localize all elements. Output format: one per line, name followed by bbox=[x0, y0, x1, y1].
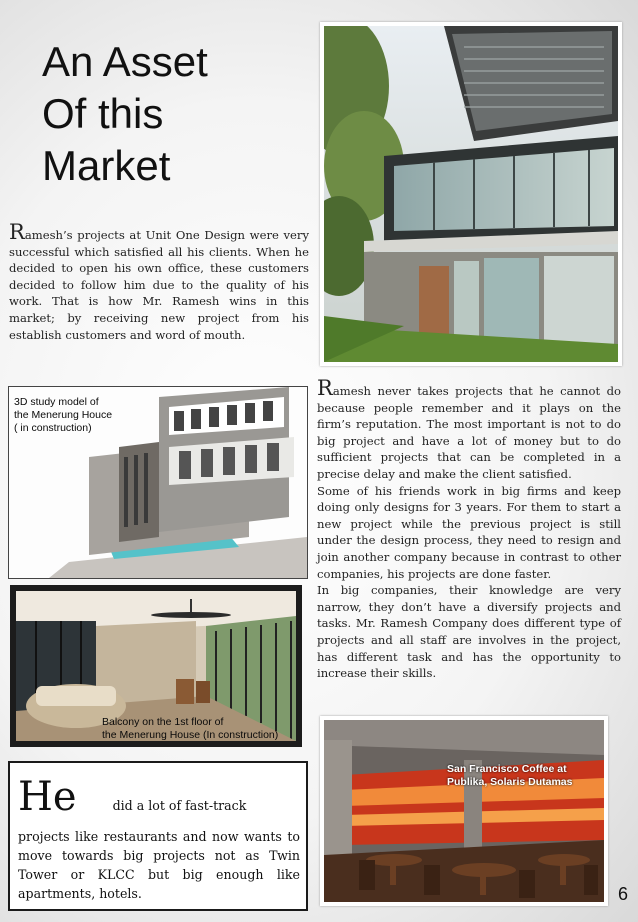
callout-box bbox=[8, 761, 308, 911]
model-caption-line-2: the Menerung Houce bbox=[14, 409, 113, 421]
building-photo-image bbox=[324, 26, 618, 362]
title-line-1: An Asset bbox=[42, 38, 208, 85]
callout-first-line bbox=[18, 774, 247, 820]
right-paragraph-1 bbox=[317, 376, 621, 483]
model-caption-line-3: ( in construction) bbox=[14, 422, 92, 434]
right-paragraph-2: Some of his friends work in big firms and keep doing only designs for 3 years. For them to start a new project while the previous project is still under the design process, they need to resign and join another company because in contrast to other companies, his projects are done faster. bbox=[317, 483, 621, 581]
callout-text: projects like restaurants and now wants to move towards big projects not as Twin Tower or KLCC but big enough like apartments, hotels. bbox=[18, 829, 300, 901]
coffee-shop-photo-image bbox=[324, 720, 604, 902]
right-dropcap: R bbox=[317, 376, 333, 400]
balcony-caption-line-2: the Menerung House (In construction) bbox=[102, 729, 279, 741]
page-number: 6 bbox=[618, 884, 629, 904]
building-photo bbox=[320, 22, 622, 366]
intro-paragraph bbox=[9, 220, 309, 343]
title-line-3: Market bbox=[42, 142, 171, 189]
right-column-text bbox=[317, 376, 621, 682]
intro-dropcap: R bbox=[9, 220, 25, 244]
balcony-caption bbox=[102, 716, 278, 742]
model-caption bbox=[14, 396, 112, 435]
coffee-caption-line-2: Publika, Solaris Dutamas bbox=[447, 776, 573, 788]
intro-text: amesh’s projects at Unit One Design were very successful which satisfied all his clients. When he decided to open his own office, these customers decided to follow him due to the quality of his work. That is how Mr. Ramesh wins in this market; by receiving new project from his establish customers and word of mouth. bbox=[9, 228, 309, 342]
coffee-caption bbox=[447, 763, 572, 789]
right-paragraph-3: In big companies, their knowledge are very narrow, they don’t have a diversify projects and tasks. Mr. Ramesh Company does different type of projects and all staff are involves in the project, has different task and has the opportunity to increase their skills. bbox=[317, 583, 621, 681]
callout-first-words: did a lot of fast-track bbox=[112, 798, 247, 813]
balcony-caption-line-1: Balcony on the 1st floor of bbox=[102, 716, 224, 728]
callout-dropcap: He bbox=[18, 774, 77, 820]
title-line-2: Of this bbox=[42, 90, 164, 137]
right-paragraph-1-text: amesh never takes projects that he cannot do because people remember and it plays on the firm’s reputation. The most important is not to do big project and have a lot of money but to do sufficient projects that can be completed in a precise delay and make the client satisfied. bbox=[317, 384, 621, 481]
coffee-shop-photo bbox=[320, 716, 608, 906]
page-title bbox=[42, 36, 312, 192]
coffee-caption-line-1: San Francisco Coffee at bbox=[447, 763, 567, 775]
model-caption-line-1: 3D study model of bbox=[14, 396, 99, 408]
